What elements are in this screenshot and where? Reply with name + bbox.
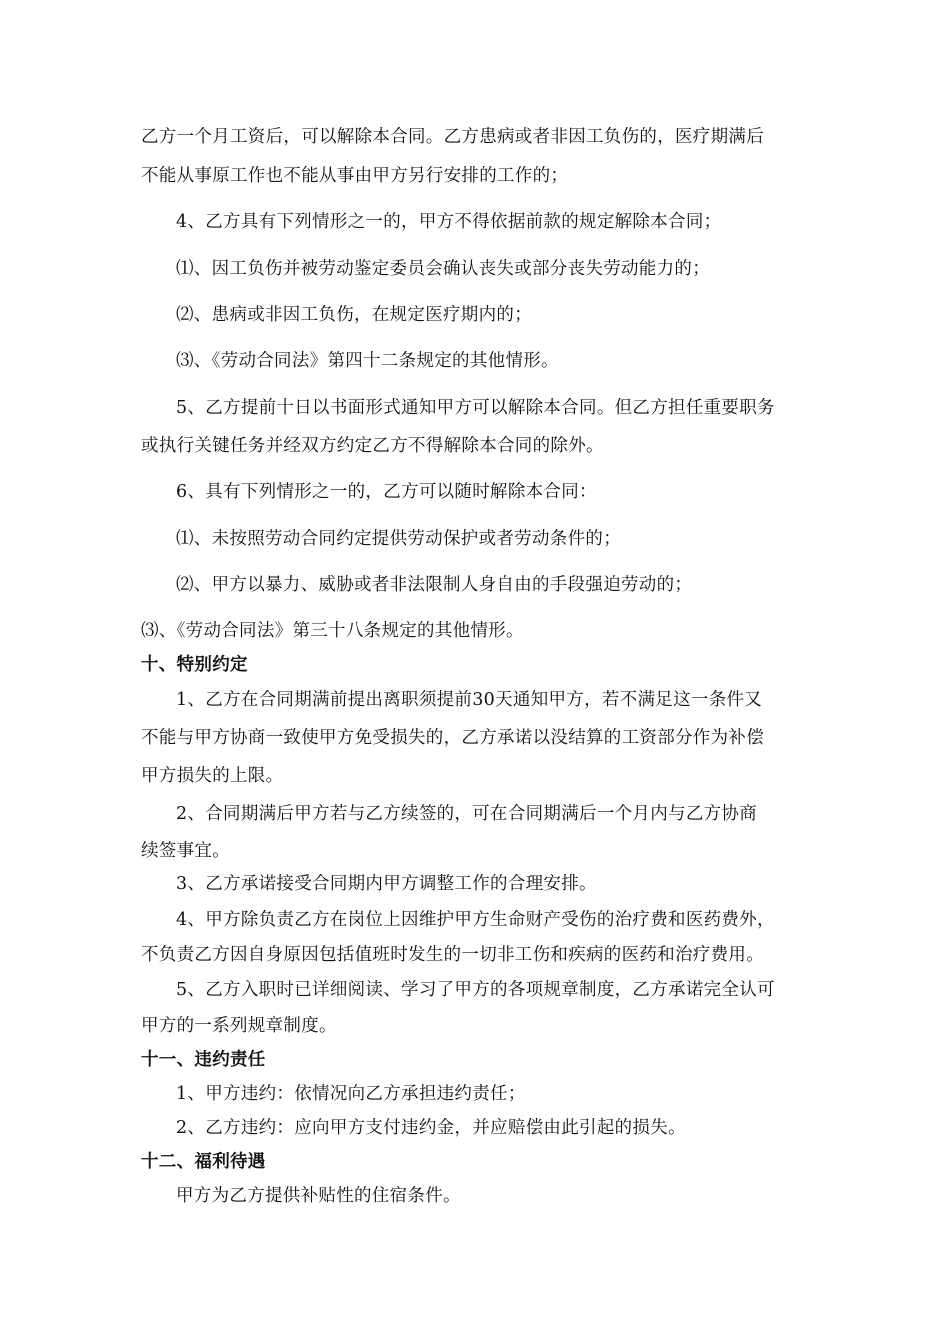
paragraph-line: 甲方损失的上限。 <box>141 766 284 786</box>
paragraph-line: ⑵、患病或非因工负伤，在规定医疗期内的； <box>176 305 532 325</box>
paragraph-line: 续签事宜。 <box>141 841 230 861</box>
section-heading: 十、特别约定 <box>141 655 248 675</box>
paragraph-line: 1、甲方违约：依情况向乙方承担违约责任； <box>176 1084 526 1104</box>
paragraph-line: ⑶、《劳动合同法》第四十二条规定的其他情形。 <box>176 351 559 371</box>
paragraph-line: 不能与甲方协商一致使甲方免受损失的，乙方承诺以没结算的工资部分作为补偿 <box>141 728 764 748</box>
paragraph-line: 6、具有下列情形之一的，乙方可以随时解除本合同： <box>176 482 597 502</box>
paragraph-line: 甲方为乙方提供补贴性的住宿条件。 <box>176 1186 461 1206</box>
paragraph-line: ⑴、未按照劳动合同约定提供劳动保护或者劳动条件的； <box>176 529 621 549</box>
section-heading: 十一、违约责任 <box>141 1050 266 1070</box>
paragraph-line: 乙方一个月工资后，可以解除本合同。乙方患病或者非因工负伤的，医疗期满后 <box>141 127 764 147</box>
paragraph-line: ⑴、因工负伤并被劳动鉴定委员会确认丧失或部分丧失劳动能力的； <box>176 259 710 279</box>
paragraph-line: 2、乙方违约：应向甲方支付违约金，并应赔偿由此引起的损失。 <box>176 1118 686 1138</box>
paragraph-line: 5、乙方提前十日以书面形式通知甲方可以解除本合同。但乙方担任重要职务 <box>176 398 775 418</box>
paragraph-line: 5、乙方入职时已详细阅读、学习了甲方的各项规章制度，乙方承诺完全认可 <box>176 980 775 1000</box>
paragraph-line: 甲方的一系列规章制度。 <box>141 1016 337 1036</box>
paragraph-line: 3、乙方承诺接受合同期内甲方调整工作的合理安排。 <box>176 874 597 894</box>
paragraph-line: 1、乙方在合同期满前提出离职须提前30天通知甲方，若不满足这一条件又 <box>176 690 763 710</box>
paragraph-line: 不能从事原工作也不能从事由甲方另行安排的工作的； <box>141 166 569 186</box>
paragraph-line: 4、乙方具有下列情形之一的，甲方不得依据前款的规定解除本合同； <box>176 212 722 232</box>
paragraph-line: 不负责乙方因自身原因包括值班时发生的一切非工伤和疾病的医药和治疗费用。 <box>141 945 764 965</box>
section-heading: 十二、福利待遇 <box>141 1152 266 1172</box>
paragraph-line: ⑵、甲方以暴力、威胁或者非法限制人身自由的手段强迫劳动的； <box>176 575 693 595</box>
paragraph-line: 2、合同期满后甲方若与乙方续签的，可在合同期满后一个月内与乙方协商 <box>176 804 758 824</box>
paragraph-line: 4、甲方除负责乙方在岗位上因维护甲方生命财产受伤的治疗费和医药费外， <box>176 910 775 930</box>
paragraph-line: 或执行关键任务并经双方约定乙方不得解除本合同的除外。 <box>141 436 604 456</box>
paragraph-line: ⑶、《劳动合同法》第三十八条规定的其他情形。 <box>141 621 524 641</box>
